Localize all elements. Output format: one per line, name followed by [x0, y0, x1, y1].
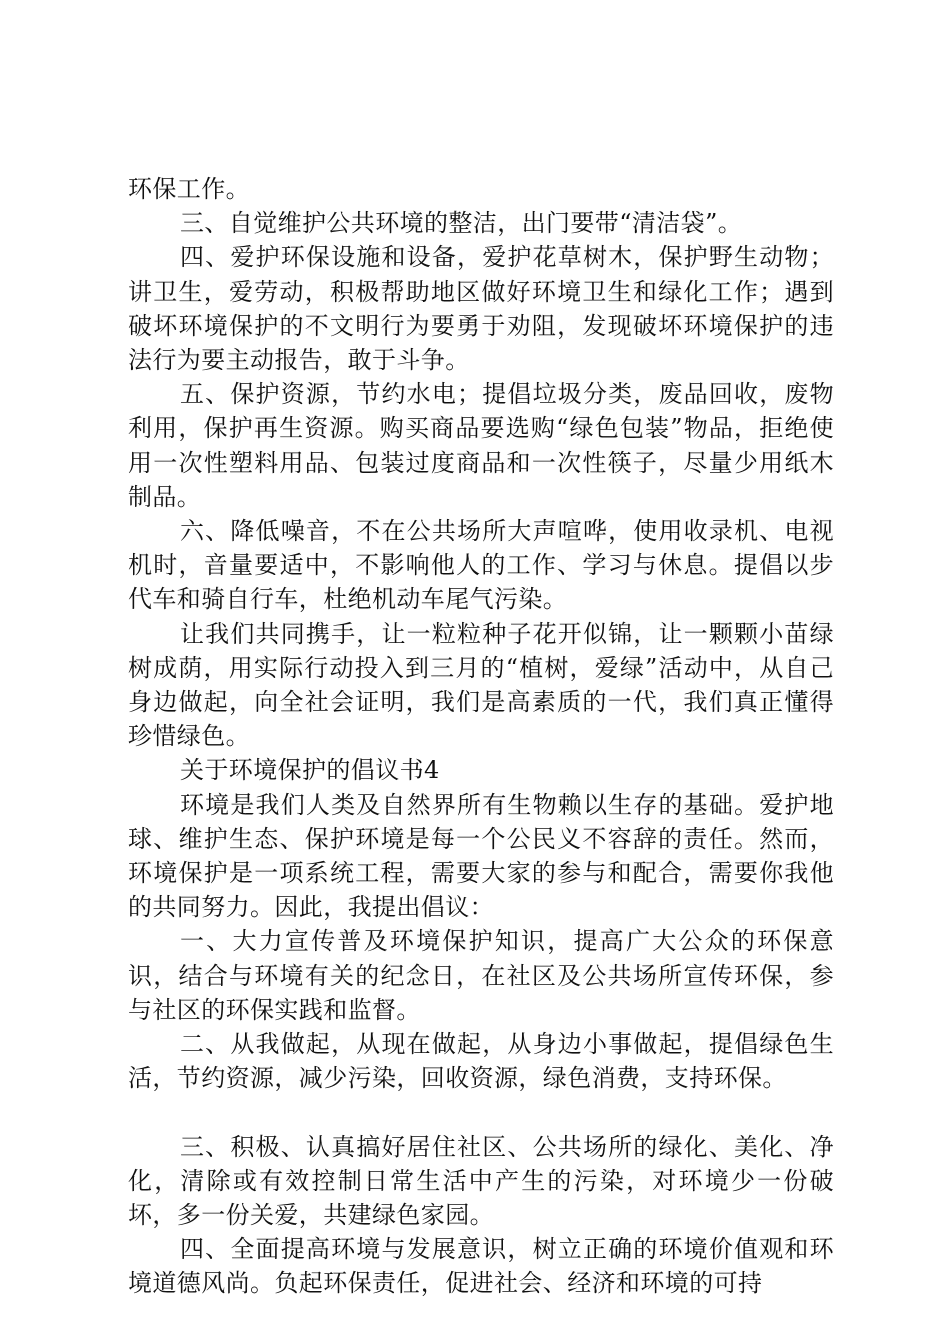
- paragraph-continuation: 环保工作。: [128, 175, 250, 203]
- paragraph-proposal-1: 一、大力宣传普及环境保护知识，提高广大公众的环保意识，结合与环境有关的纪念日，在社区及公共场所宣传环保，参与社区的环保实践和监督。: [128, 927, 834, 1024]
- paragraph-proposal-3: 三、积极、认真搞好居住社区、公共场所的绿化、美化、净化，清除或有效控制日常生活中产生的污染，对环境少一份破坏，多一份关爱，共建绿色家园。: [128, 1132, 834, 1230]
- paragraph-proposal-2: 二、从我做起，从现在做起，从身边小事做起，提倡绿色生活，节约资源，减少污染，回收资源，绿色消费，支持环保。: [128, 1030, 834, 1093]
- paragraph-closing: 让我们共同携手，让一粒粒种子花开似锦，让一颗颗小苗绿树成荫，用实际行动投入到三月的“植树，爱绿”活动中，从自己身边做起，向全社会证明，我们是高素质的一代，我们真正懂得珍惜绿色。: [128, 619, 834, 751]
- paragraph-item-4: 四、爱护环保设施和设备，爱护花草树木，保护野生动物；讲卫生，爱劳动，积极帮助地区做好环境卫生和绿化工作；遇到破坏环境保护的不文明行为要勇于劝阻，发现破坏环境保护的违法行为要主动报告，敢于斗争。: [128, 243, 834, 375]
- paragraph-item-6: 六、降低噪音，不在公共场所大声喧哗，使用收录机、电视机时，音量要适中，不影响他人的工作、学习与休息。提倡以步代车和骑自行车，杜绝机动车尾气污染。: [128, 517, 834, 614]
- section-heading: 关于环境保护的倡议书4: [180, 756, 440, 785]
- paragraph-item-3: 三、自觉维护公共环境的整洁，出门要带“清洁袋”。: [180, 209, 743, 238]
- paragraph-proposal-4: 四、全面提高环境与发展意识，树立正确的环境价值观和环境道德风尚。负起环保责任，促进社会、经济和环境的可持: [128, 1235, 834, 1298]
- paragraph-intro: 环境是我们人类及自然界所有生物赖以生存的基础。爱护地球、维护生态、保护环境是每一个公民义不容辞的责任。然而，环境保护是一项系统工程，需要大家的参与和配合，需要你我他的共同努力。因此，我提出倡议：: [128, 790, 834, 922]
- blank-line: [128, 1095, 834, 1129]
- document-body: [128, 172, 834, 1301]
- paragraph-item-5: 五、保护资源，节约水电；提倡垃圾分类，废品回收，废物利用，保护再生资源。购买商品要选购“绿色包装”物品，拒绝使用一次性塑料用品、包装过度商品和一次性筷子，尽量少用纸木制品。: [128, 380, 834, 511]
